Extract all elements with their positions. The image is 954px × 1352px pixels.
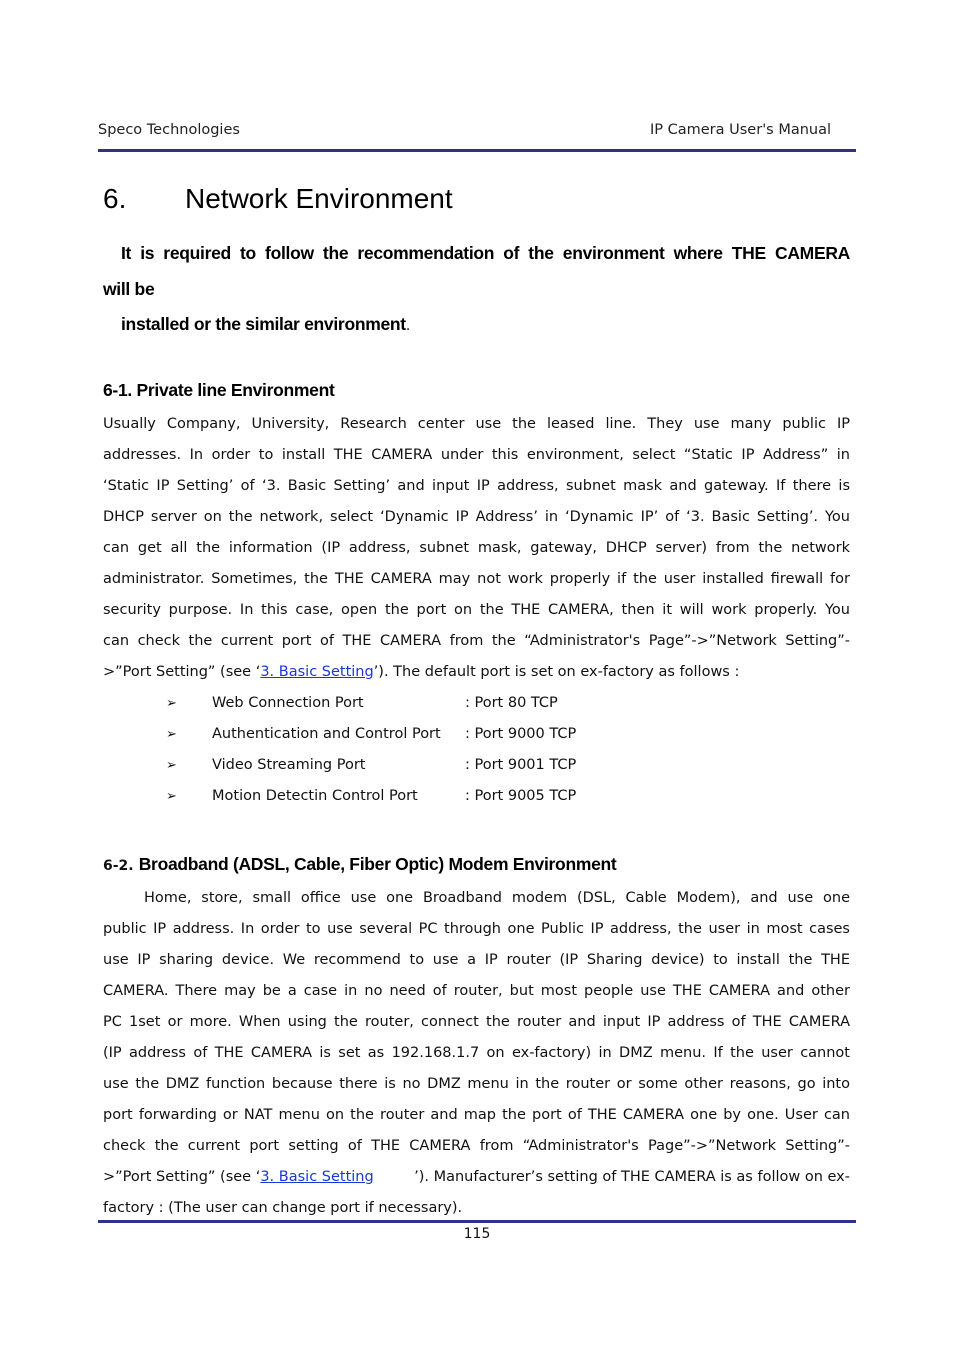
arrow-bullet-icon: ➢ — [166, 696, 177, 711]
section-1-line: administrator. Sometimes, the THE CAMERA may not work properly if the user installed firewall for — [103, 571, 850, 587]
port-name: Web Connection Port — [212, 695, 364, 711]
intro-line-2: will be — [103, 279, 155, 299]
section-1-line: can get all the information (IP address, subnet mask, gateway, DHCP server) from the network — [103, 540, 850, 556]
header-right: IP Camera User's Manual — [650, 122, 832, 138]
port-name: Authentication and Control Port — [212, 726, 441, 742]
list-item — [0, 750, 954, 781]
section-2-link-before: >”Port Setting” (see ‘ — [103, 1169, 261, 1185]
section-2-link-line — [103, 1162, 850, 1193]
section-1-line: addresses. In order to install THE CAMERA under this environment, select “Static IP Address” in — [103, 447, 850, 463]
port-value: : Port 9001 TCP — [465, 757, 577, 773]
port-value: : Port 9000 TCP — [465, 726, 577, 742]
basic-setting-link[interactable]: 3. Basic Setting — [260, 1169, 374, 1185]
intro-line-3 — [121, 314, 410, 335]
basic-setting-link[interactable]: 3. Basic Setting — [260, 664, 374, 680]
section-2-heading-number: 6-2. — [103, 858, 134, 874]
section-2-line: Home, store, small office use one Broadband modem (DSL, Cable Modem), and use one — [144, 890, 850, 906]
section-1-line: ‘Static IP Setting’ of ‘3. Basic Setting’ and input IP address, subnet mask and gateway. If there is — [103, 478, 850, 494]
port-value: : Port 80 TCP — [465, 695, 558, 711]
section-2-link-before-wrap — [103, 1162, 374, 1193]
port-list — [0, 688, 954, 812]
chapter-title: Network Environment — [185, 183, 453, 214]
header-left: Speco Technologies — [98, 122, 240, 138]
page-number: 115 — [463, 1226, 491, 1242]
section-1-line: security purpose. In this case, open the port on the THE CAMERA, then it will work properly. You — [103, 602, 850, 618]
section-2-heading-text: Broadband (ADSL, Cable, Fiber Optic) Modem Environment — [138, 854, 617, 874]
list-item — [0, 781, 954, 812]
arrow-bullet-icon: ➢ — [166, 758, 177, 773]
section-2-line: PC 1set or more. When using the router, connect the router and input IP address of THE CAMERA — [103, 1014, 850, 1030]
port-name: Motion Detectin Control Port — [212, 788, 418, 804]
footer-rule — [98, 1220, 856, 1223]
section-2-link-after: ’). Manufacturer’s setting of THE CAMERA is as follow on ex- — [414, 1169, 850, 1185]
port-name: Video Streaming Port — [212, 757, 366, 773]
intro-line-1: It is required to follow the recommendation of the environment where THE CAMERA — [121, 243, 850, 263]
section-2-final-line: factory : (The user can change port if necessary). — [103, 1200, 463, 1216]
section-1-line: can check the current port of THE CAMERA from the “Administrator's Page”->”Network Setting”- — [103, 633, 850, 649]
section-2-line: (IP address of THE CAMERA is set as 192.168.1.7 on ex-factory) in DMZ menu. If the user cannot — [103, 1045, 850, 1061]
intro-line-3-period: . — [405, 318, 411, 334]
section-1-last-line — [103, 657, 850, 688]
list-item — [0, 688, 954, 719]
section-1-line: DHCP server on the network, select ‘Dynamic IP Address’ in ‘Dynamic IP’ of ‘3. Basic Setting’. You — [103, 509, 850, 525]
section-2-line: port forwarding or NAT menu on the router and map the port of THE CAMERA one by one. User can — [103, 1107, 850, 1123]
section-2-line: use the DMZ function because there is no DMZ menu in the router or some other reasons, go into — [103, 1076, 850, 1092]
section-2-line: check the current port setting of THE CAMERA from “Administrator's Page”->”Network Setting”- — [103, 1138, 850, 1154]
section-1-last-before: >”Port Setting” (see ‘ — [103, 664, 261, 680]
section-2-heading — [103, 854, 616, 875]
chapter-number: 6. — [103, 183, 127, 214]
intro-line-3-text: installed or the similar environment — [121, 314, 406, 334]
section-2-line: CAMERA. There may be a case in no need of router, but most people use THE CAMERA and other — [103, 983, 850, 999]
header-rule — [98, 149, 856, 152]
section-1-line: Usually Company, University, Research center use the leased line. They use many public IP — [103, 416, 850, 432]
section-2-line: use IP sharing device. We recommend to use a IP router (IP Sharing device) to install the THE — [103, 952, 850, 968]
section-1-heading: 6-1. Private line Environment — [103, 380, 335, 400]
list-item — [0, 719, 954, 750]
section-1-last-after: ’). The default port is set on ex-factory as follows : — [373, 664, 740, 680]
arrow-bullet-icon: ➢ — [166, 789, 177, 804]
arrow-bullet-icon: ➢ — [166, 727, 177, 742]
section-2-line: public IP address. In order to use several PC through one Public IP address, the user in most cases — [103, 921, 850, 937]
port-value: : Port 9005 TCP — [465, 788, 577, 804]
